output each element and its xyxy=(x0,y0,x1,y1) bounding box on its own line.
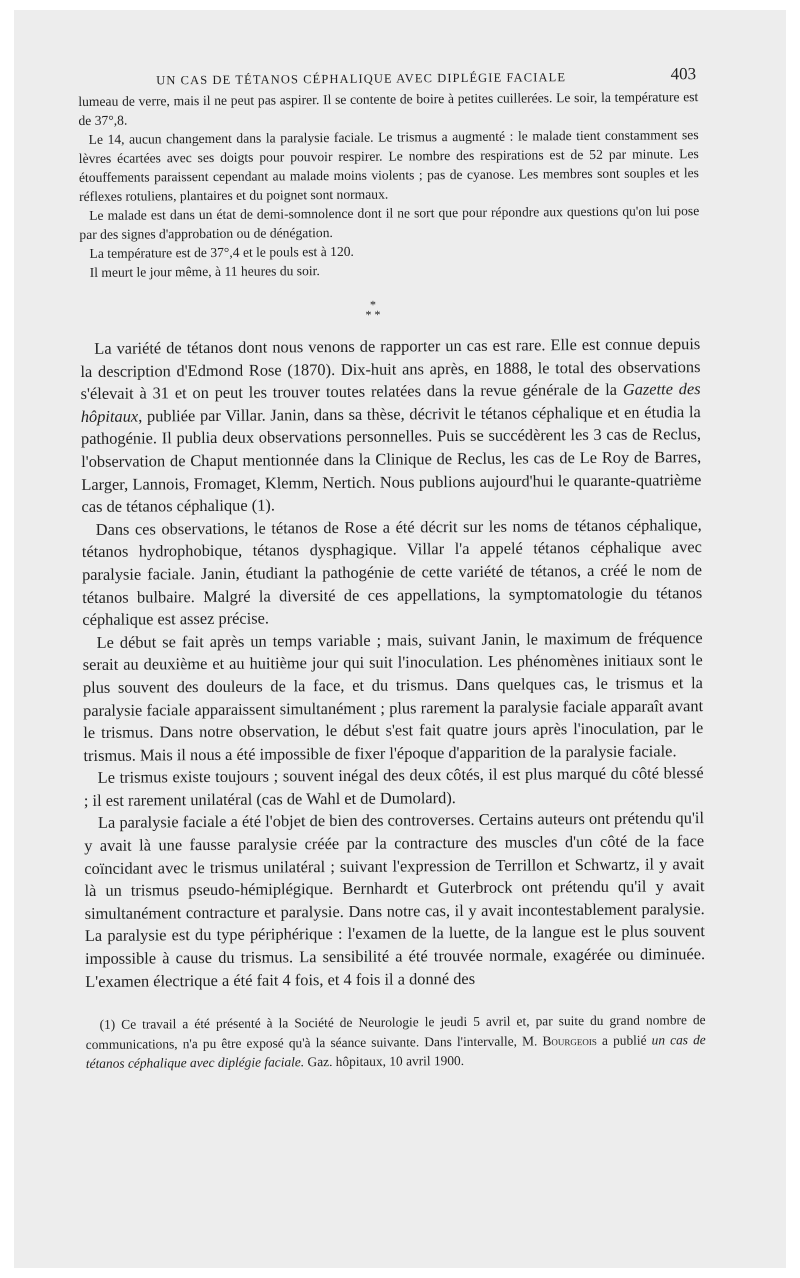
cited-title: un cas de tétanos céphalique avec diplégie faciale. xyxy=(85,1031,706,1072)
body-paragraph xyxy=(80,333,701,519)
journal-title: Gazette des hôpitaux xyxy=(80,379,701,426)
section-separator xyxy=(80,297,700,322)
body-paragraph: Dans ces observations, le tétanos de Rose a été décrit sur les noms de tétanos céphalique, tétanos hydrophobique, tétanos dysphagique. Villar l'a appelé tétanos céphalique avec paralysie faciale. Janin, étudiant la pathogénie de cette variété de tétanos, a créé le nom de tétanos bulbaire. Malgré la diversité de ces appellations, la symptomatologie du tétanos céphalique est assez précise. xyxy=(81,514,703,630)
running-head xyxy=(78,55,698,90)
body-text xyxy=(80,333,705,993)
observation-paragraph: Le 14, aucun changement dans la paralysie faciale. Le trismus a augmenté : le malade tient constamment ses lèvres écartées avec ses doigts pour pouvoir respirer. Le nombre des respirations est de 52 par minute. Les étouffements paraissent cependant au malade moins violents ; pas de cyanose. Les membres sont souples et les réflexes rotuliens, plantaires et du poignet sont normaux. xyxy=(78,127,699,204)
running-title: UN CAS DE TÉTANOS CÉPHALIQUE AVEC DIPLÉGIE FACIALE xyxy=(156,70,567,88)
body-paragraph: La paralysie faciale a été l'objet de bien des controverses. Certains auteurs ont prétendu qu'il y avait là une fausse paralysie créée par la contracture des muscles d'un côté de la face coïncidant avec le trismus unilatéral ; suivant l'expression de Terrillon et Schwartz, il y avait là un trismus pseudo-hémiplégique. Bernhardt et Guterbrock ont prétendu qu'il y avait simultanément contracture et paralysie. Dans notre cas, il y avait incontestablement paralysie. La paralysie est du type périphérique : l'examen de la luette, de la langue est le plus souvent impossible à cause du trismus. La sensibilité a été trouvée normale, exagérée ou diminuée. L'examen électrique a été fait 4 fois, et 4 fois il a donné des xyxy=(84,808,706,991)
page xyxy=(78,55,706,1074)
separator-stars-bottom: * * xyxy=(365,307,381,322)
text-run: La variété de tétanos dont nous venons de rapporter un cas est rare. Elle est connue depuis la description d'Edmond Rose (1870). Dix-huit ans après, en 1888, le total des observations s'élevait à 31 et on peut les trouver toutes relatées dans la revue générale de la xyxy=(80,334,701,404)
observation-paragraph: Il meurt le jour même, à 11 heures du soir. xyxy=(89,263,320,280)
observation-paragraph: La température est de 37°,4 et le pouls est à 120. xyxy=(89,243,354,261)
observation-text xyxy=(78,87,699,282)
footnote-paragraph xyxy=(86,1010,706,1073)
body-paragraph: Le début se fait après un temps variable ; mais, suivant Janin, le maximum de fréquence serait au deuxième et au huitième jour qui suit l'inoculation. Les phénomènes initiaux sont le plus souvent des douleurs de la face, et du trismus. Dans quelques cas, le trismus et la paralysie faciale apparaissent simultanément ; plus rarement la paralysie faciale apparaît avant le trismus. Dans notre observation, le début s'est fait quatre jours après l'inoculation, par le trismus. Mais il nous a été impossible de fixer l'époque d'apparition de la paralysie faciale. xyxy=(82,627,704,765)
text-run: Gaz. hôpitaux, 10 avril 1900. xyxy=(304,1053,465,1070)
observation-paragraph: Le malade est dans un état de demi-somnolence dont il ne sort que pour répondre aux questions qu'on lui pose par des signes d'approbation ou de dénégation. xyxy=(79,203,700,242)
body-paragraph: Le trismus existe toujours ; souvent inégal des deux côtés, il est plus marqué du côté blessé ; il est rarement unilatéral (cas de Wahl et de Dumolard). xyxy=(83,763,704,810)
observation-paragraph: lumeau de verre, mais il ne peut pas aspirer. Il se contente de boire à petites cuillerées. Le soir, la température est de 37°,8. xyxy=(78,89,699,128)
separator-star-top: * xyxy=(369,297,376,312)
footnote xyxy=(86,1010,706,1073)
text-run: (1) Ce travail a été présenté à la Société de Neurologie le jeudi 5 avril et, par suite du grand nombre de communications, n'a pu être exposé qu'à la séance suivante. Dans l'intervalle, M. xyxy=(85,1012,706,1052)
page-number: 403 xyxy=(670,64,697,84)
text-run: a publié xyxy=(596,1032,652,1048)
text-run: , publiée par Villar. Janin, dans sa thèse, décrivit le tétanos céphalique et en étudia la pathogénie. Il publia deux observations personnelles. Puis se succédèrent les 3 cas de Reclus, l'observation de Chaput mentionnée dans la Clinique de Reclus, les cas de Le Roy de Barres, Larger, Lannois, Fromaget, Klemm, Nertich. Nous publions aujourd'hui le quarante-quatrième cas de tétanos céphalique (1). xyxy=(80,401,702,517)
author-name: Bourgeois xyxy=(542,1032,597,1049)
